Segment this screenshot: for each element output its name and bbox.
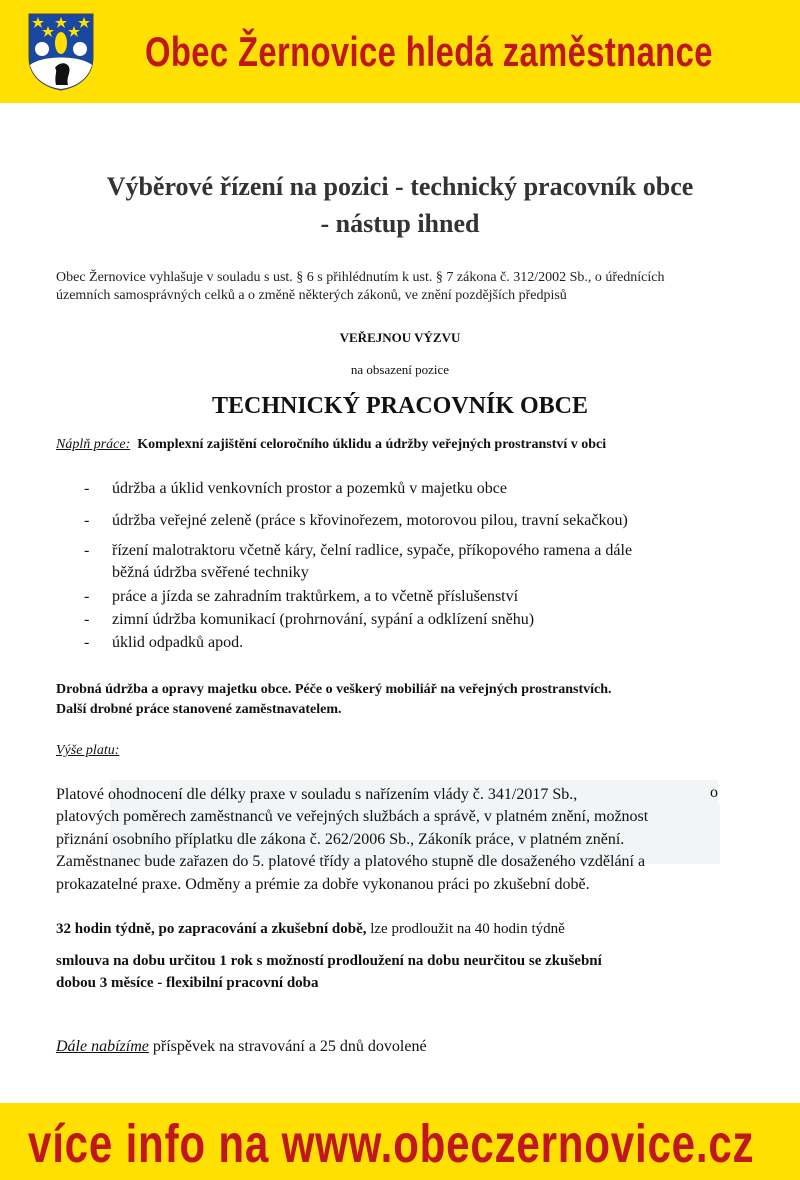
salary-label: Výše platu: bbox=[56, 743, 120, 758]
contract: dobou 3 měsíce - flexibilní pracovní doba bbox=[56, 975, 319, 991]
hours: 32 hodin týdně, po zapracování a zkušební době, lze prodloužit na 40 hodin týdně bbox=[56, 921, 565, 937]
salary-text: prokazatelné praxe. Odměny a prémie za dobře vykonanou práci po zkušební době. bbox=[56, 876, 590, 893]
offer: Dále nabízíme příspěvek na stravování a 25 dnů dovolené bbox=[56, 1038, 427, 1055]
title-line-1: Výběrové řízení na pozici - technický pracovník obce bbox=[106, 172, 694, 201]
duties-summary: Komplexní zajištění celoročního úklidu a údržby veřejných prostranství v obci bbox=[137, 437, 607, 452]
header-title: Obec Žernovice hledá zaměstnance bbox=[145, 28, 713, 75]
extra-duties: Drobná údržba a opravy majetku obce. Péče o veškerý mobiliář na veřejných prostranstvích. bbox=[56, 682, 612, 697]
salary-text: Zaměstnanec bude zařazen do 5. platové třídy a platového stupně dle dosaženého vzdělání a bbox=[56, 853, 646, 870]
extra-duties: Další drobné práce stanovené zaměstnavatelem. bbox=[56, 702, 342, 717]
position-heading: TECHNICKÝ PRACOVNÍK OBCE bbox=[211, 393, 589, 419]
call-heading: VEŘEJNOU VÝZVU bbox=[339, 330, 461, 345]
intro-line: Obec Žernovice vyhlašuje v souladu s ust. § 6 s přihlédnutím k ust. § 7 zákona č. 312/2002 Sb., o úřednících bbox=[56, 270, 665, 285]
coat-of-arms-logo bbox=[28, 13, 94, 91]
salary-text: platových poměrech zaměstnanců ve veřejných službách a správě, v platném znění, možnost bbox=[56, 808, 649, 825]
duties-label: Náplň práce: bbox=[56, 437, 131, 452]
title-line-2: - nástup ihned bbox=[320, 209, 480, 238]
footer-website-link[interactable]: více info na www.obeczernovice.cz bbox=[28, 1114, 755, 1174]
doc-title-2 bbox=[0, 209, 800, 239]
header-banner bbox=[0, 0, 800, 103]
call-subheading: na obsazení pozice bbox=[350, 362, 450, 377]
contract: smlouva na dobu určitou 1 rok s možností prodloužení na dobu neurčitou se zkušební bbox=[56, 953, 602, 969]
salary-text: Platové ohodnocení dle délky praxe v souladu s nařízením vlády č. 341/2017 Sb., bbox=[56, 786, 578, 803]
doc-title bbox=[0, 172, 800, 202]
salary-text: o bbox=[710, 784, 718, 801]
salary-text: přiznání osobního příplatku dle zákona č. 262/2006 Sb., Zákoník práce, v platném znění. bbox=[56, 831, 625, 848]
intro-line: územních samosprávných celků a o změně některých zákonů, ve znění pozdějších předpisů bbox=[56, 288, 567, 303]
duties-heading bbox=[56, 437, 606, 453]
